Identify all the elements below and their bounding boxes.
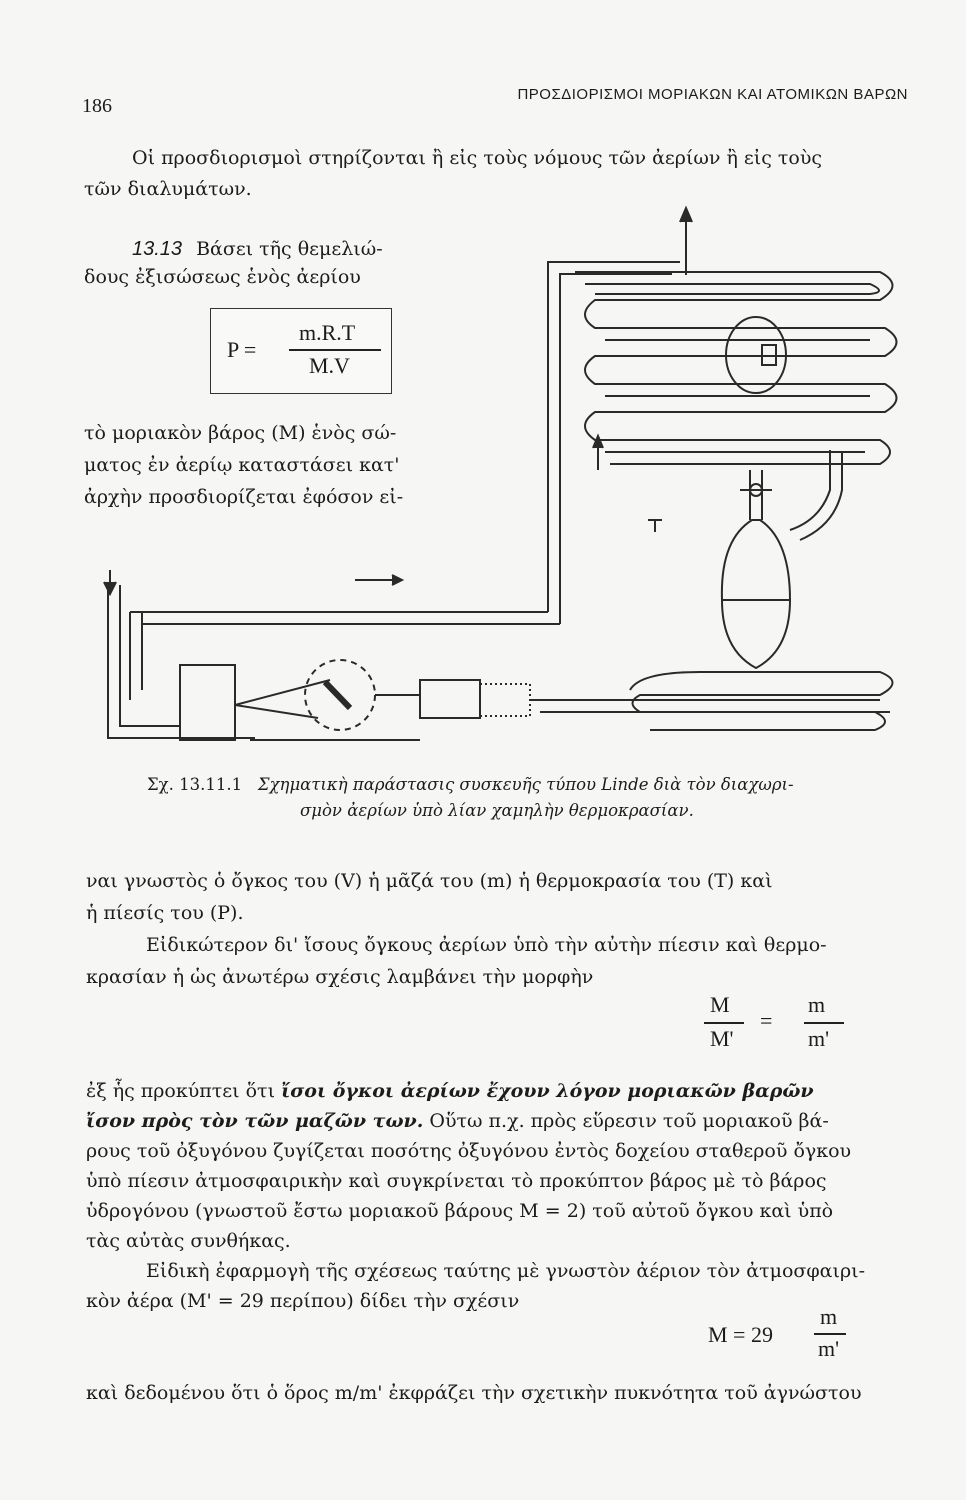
running-title: ΠΡΟΣΔΙΟΡΙΣΜΟΙ ΜΟΡΙΑΚΩΝ ΚΑΙ ΑΤΟΜΙΚΩΝ ΒΑΡΩΝ (517, 86, 908, 103)
emphasis-2: ἴσον πρὸς τὸν τῶν μαζῶν των. (86, 1110, 424, 1132)
body-line-3: Εἰδικώτερον δι' ἴσους ὄγκους ἀερίων ὑπὸ τὴν αὐτὴν πίεσιν καὶ θερμο- (146, 934, 827, 956)
intro-line-2: τῶν διαλυμάτων. (84, 178, 252, 200)
liquid-vessel (722, 520, 790, 668)
body-line-5-text: ἐξ ἧς προκύπτει ὅτι (86, 1080, 276, 1102)
body-line-10: τὰς αὐτὰς συνθήκας. (86, 1230, 291, 1252)
left-text-3: ἀρχὴν προσδιορίζεται ἐφόσον εἰ- (84, 486, 404, 508)
figure-label: Σχ. 13.11.1 (147, 775, 243, 794)
caption-text-1: Σχηματικὴ παράστασις συσκευῆς τύπου Linde διὰ τὸν διαχωρι- (257, 775, 794, 794)
body-line-1: ναι γνωστὸς ὁ ὄγκος του (V) ἡ μᾶζά του (m) ἡ θερμοκρασία του (T) καὶ (86, 870, 773, 892)
formula-lhs: P = (227, 337, 257, 362)
compressor-box (180, 665, 235, 740)
body-line-12: κὸν ἀέρα (M' = 29 περίπου) δίδει τὴν σχέσιν (86, 1290, 520, 1312)
body-line-4: κρασίαν ἡ ὡς ἀνωτέρω σχέσις λαμβάνει τὴν μορφὴν (86, 966, 594, 988)
formula-denominator: M.V (309, 353, 350, 378)
body-line-11: Εἰδικὴ ἐφαρμογὴ τῆς σχέσεως ταύτης μὲ γνωστὸν ἀέριον τὸν ἀτμοσφαιρι- (146, 1260, 866, 1282)
body-line-6 (86, 1106, 829, 1136)
section-number: 13.13 (132, 238, 183, 260)
body-line-5 (86, 1076, 814, 1106)
eq1-right-num: m (808, 992, 826, 1017)
dryer-box (480, 684, 530, 716)
body-line-6-text: Οὕτω π.χ. πρὸς εὕρεσιν τοῦ μοριακοῦ βά- (429, 1110, 829, 1132)
eq1-right-bar (804, 1022, 844, 1024)
body-line-8: ὑπὸ πίεσιν ἀτμοσφαιρικὴν καὶ συγκρίνεται τὸ προκύπτον βάρος μὲ τὸ βάρος (86, 1170, 827, 1192)
figure-caption-2: σμὸν ἀερίων ὑπὸ λίαν χαμηλὴν θερμοκρασίαν. (300, 801, 694, 820)
section-title-1: Βάσει τῆς θεμελιώ- (196, 238, 383, 260)
body-line-2: ἡ πίεσίς του (P). (86, 902, 244, 924)
eq1-equals: = (760, 1008, 773, 1033)
eq2-bar (814, 1333, 846, 1335)
body-line-13: καὶ δεδομένου ὅτι ὁ ὅρος m/m' ἐκφράζει τὴν σχετικὴν πυκνότητα τοῦ ἀγνώστου (86, 1382, 862, 1404)
figure-caption-1 (147, 774, 794, 796)
body-line-7: ρους τοῦ ὀξυγόνου ζυγίζεται ποσότης ὀξυγόνου ἐντὸς δοχείου σταθεροῦ ὄγκου (86, 1140, 852, 1162)
formula-numerator: m.R.T (299, 320, 356, 345)
cooler-box (420, 680, 480, 718)
eq2-num: m (820, 1304, 838, 1329)
eq2-lhs: M = 29 (708, 1322, 773, 1347)
left-text-2: ματος ἐν ἀερίῳ καταστάσει κατ' (84, 454, 400, 476)
eq1-right-den: m' (808, 1026, 830, 1051)
body-line-9: ὑδρογόνου (γνωστοῦ ἔστω μοριακοῦ βάρους M = 2) τοῦ αὐτοῦ ὄγκου καὶ ὑπὸ (86, 1200, 834, 1222)
riser-pipe-outer (548, 262, 680, 612)
eq1-left-den: M' (710, 1026, 734, 1051)
left-text-1: τὸ μοριακὸν βάρος (M) ἑνὸς σώ- (84, 422, 397, 444)
heat-exchanger-coils (575, 272, 897, 730)
page-number: 186 (82, 95, 112, 117)
riser-pipe-inner (560, 274, 672, 624)
eq2-den: m' (818, 1336, 840, 1361)
eq1-left-num: M (710, 992, 730, 1017)
section-title-2: δους ἐξισώσεως ἑνὸς ἀερίου (84, 266, 361, 288)
eq1-left-bar (704, 1022, 744, 1024)
intro-line-1: Οἱ προσδιορισμοὶ στηρίζονται ἢ εἰς τοὺς νόμους τῶν ἀερίων ἢ εἰς τοὺς (132, 147, 823, 169)
emphasis-1: ἴσοι ὄγκοι ἀερίων ἔχουν λόγον μοριακῶν βαρῶν (281, 1080, 814, 1102)
